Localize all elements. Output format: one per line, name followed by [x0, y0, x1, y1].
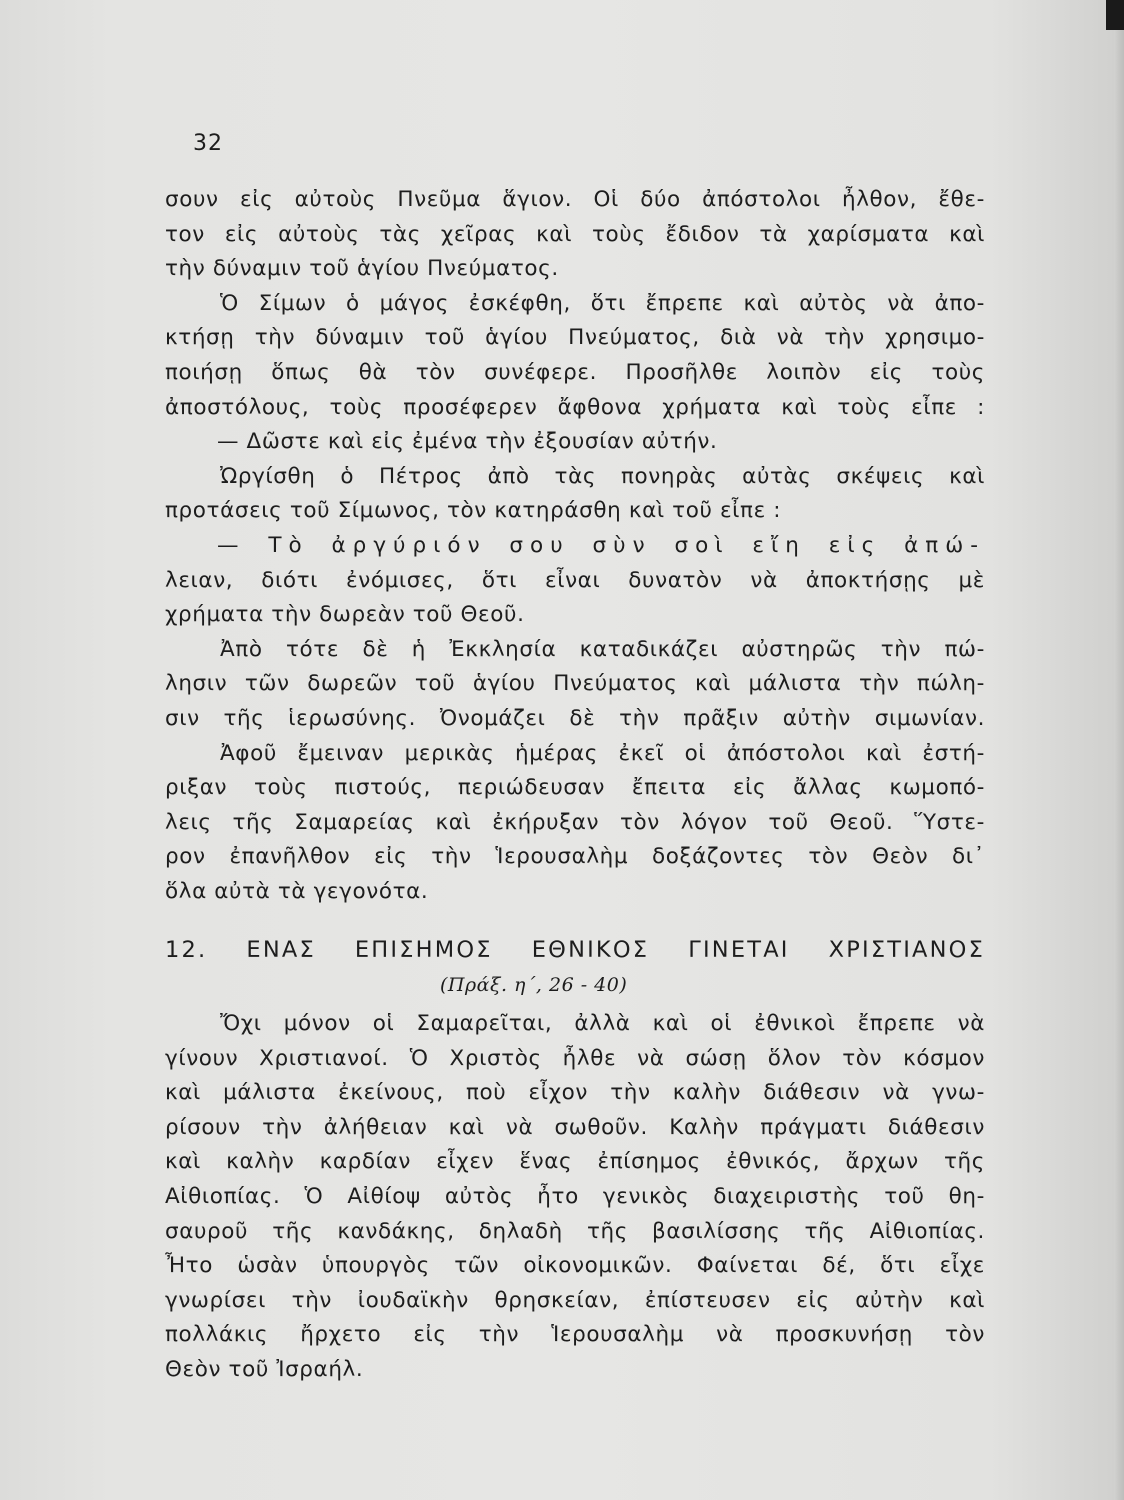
text-line: Θεὸν τοῦ Ἰσραήλ. [165, 1356, 364, 1382]
text-line: κτήσῃ τὴν δύναμιν τοῦ ἁγίου Πνεύματος, διὰ νὰ τὴν χρησιμο- [165, 325, 985, 351]
text-line: Ἀπὸ τότε δὲ ἡ Ἐκκλησία καταδικάζει αὐστηρῶς τὴν πώ- [220, 636, 985, 662]
text-line: Ὄχι μόνον οἱ Σαμαρεῖται, ἀλλὰ καὶ οἱ ἐθνικοὶ ἔπρεπε νὰ [220, 1011, 985, 1036]
text-line: — Τὸ ἀργύριόν σου σὺν σοὶ εἴη εἰς ἀπώ- [217, 532, 985, 558]
text-line: Αἰθιοπίας. Ὁ Αἰθίοψ αὐτὸς ἦτο γενικὸς διαχειριστὴς τοῦ θη- [165, 1183, 985, 1209]
section-heading: 12. ΕΝΑΣ ΕΠΙΣΗΜΟΣ ΕΘΝΙΚΟΣ ΓΙΝΕΤΑΙ ΧΡΙΣΤΙΑΝΟΣ [165, 937, 985, 963]
text-line: χρήματα τὴν δωρεὰν τοῦ Θεοῦ. [165, 602, 525, 628]
text-line: λησιν τῶν δωρεῶν τοῦ ἁγίου Πνεύματος καὶ μάλιστα τὴν πώλη- [165, 671, 985, 697]
text-line: γνωρίσει τὴν ἰουδαϊκὴν θρησκείαν, ἐπίστευσεν εἰς αὐτὴν καὶ [165, 1287, 985, 1313]
text-line: λεις τῆς Σαμαρείας καὶ ἐκήρυξαν τὸν λόγον τοῦ Θεοῦ. Ὕστε- [165, 809, 985, 835]
page-number: 32 [193, 131, 223, 156]
text-line: πολλάκις ἤρχετο εἰς τὴν Ἱερουσαλὴμ νὰ προσκυνήσῃ τὸν [165, 1322, 985, 1348]
text-line: σιν τῆς ἱερωσύνης. Ὀνομάζει δὲ τὴν πρᾶξιν αὐτὴν σιμωνίαν. [165, 705, 985, 731]
text-line: τὴν δύναμιν τοῦ ἁγίου Πνεύματος. [165, 256, 559, 282]
text-line: καὶ καλὴν καρδίαν εἶχεν ἕνας ἐπίσημος ἐθνικός, ἄρχων τῆς [165, 1149, 985, 1175]
scan-corner-mark [1106, 0, 1124, 30]
page-edge-shadow [1114, 30, 1124, 1500]
body-text-top [165, 183, 985, 909]
text-line: Ὠργίσθη ὁ Πέτρος ἀπὸ τὰς πονηρὰς αὐτὰς σκέψεις καὶ [220, 463, 985, 489]
text-line: Ὁ Σίμων ὁ μάγος ἐσκέφθη, ὅτι ἔπρεπε καὶ αὐτὸς νὰ ἀπο- [220, 290, 985, 316]
text-line: Ἦτο ὡσὰν ὑπουργὸς τῶν οἰκονομικῶν. Φαίνεται δέ, ὅτι εἶχε [165, 1253, 985, 1279]
text-line: — Δῶστε καὶ εἰς ἐμένα τὴν ἐξουσίαν αὐτήν. [217, 429, 718, 455]
text-line: ρον ἐπανῆλθον εἰς τὴν Ἱερουσαλὴμ δοξάζοντες τὸν Θεὸν δι᾽ [165, 844, 985, 870]
text-line: καὶ μάλιστα ἐκείνους, ποὺ εἶχον τὴν καλὴν διάθεσιν νὰ γνω- [165, 1080, 985, 1106]
text-line: ποιήσῃ ὅπως θὰ τὸν συνέφερε. Προσῆλθε λοιπὸν εἰς τοὺς [165, 359, 985, 385]
text-line: ἀποστόλους, τοὺς προσέφερεν ἄφθονα χρήματα καὶ τοὺς εἶπε : [165, 394, 985, 420]
text-line: ριξαν τοὺς πιστούς, περιώδευσαν ἔπειτα εἰς ἄλλας κωμοπό- [165, 775, 985, 801]
text-line: σαυροῦ τῆς κανδάκης, δηλαδὴ τῆς βασιλίσσης τῆς Αἰθιοπίας. [165, 1218, 985, 1244]
section-reference: (Πράξ. η΄, 26 - 40) [440, 974, 628, 996]
text-line: γίνουν Χριστιανοί. Ὁ Χριστὸς ἦλθε νὰ σώσῃ ὅλον τὸν κόσμον [165, 1045, 985, 1071]
text-line: λειαν, διότι ἐνόμισες, ὅτι εἶναι δυνατὸν νὰ ἀποκτήσῃς μὲ [165, 567, 985, 593]
text-line: Ἀφοῦ ἔμειναν μερικὰς ἡμέρας ἐκεῖ οἱ ἀπόστολοι καὶ ἐστή- [220, 740, 985, 766]
text-line: σουν εἰς αὐτοὺς Πνεῦμα ἅγιον. Οἱ δύο ἀπόστολοι ἦλθον, ἔθε- [165, 187, 985, 212]
text-line: ὅλα αὐτὰ τὰ γεγονότα. [165, 878, 429, 904]
text-line: προτάσεις τοῦ Σίμωνος, τὸν κατηράσθη καὶ τοῦ εἶπε : [165, 498, 782, 524]
text-line: ρίσουν τὴν ἀλήθειαν καὶ νὰ σωθοῦν. Καλὴν πράγματι διάθεσιν [165, 1114, 985, 1140]
text-line: τον εἰς αὐτοὺς τὰς χεῖρας καὶ τοὺς ἔδιδον τὰ χαρίσματα καὶ [165, 221, 985, 247]
body-text-bottom [165, 1007, 985, 1388]
